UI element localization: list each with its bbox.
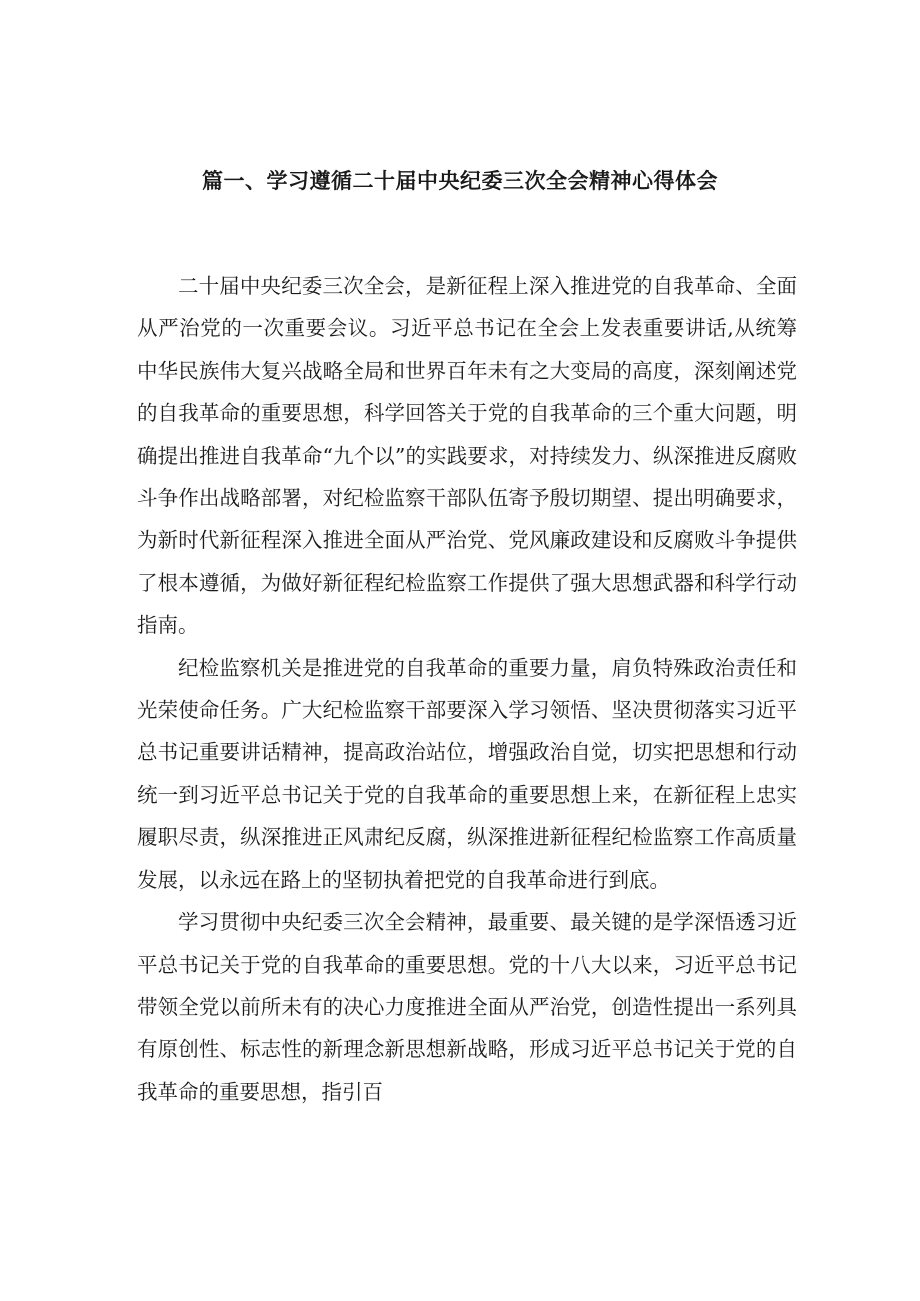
paragraph-3: 学习贯彻中央纪委三次全会精神，最重要、最关键的是学深悟透习近平总书记关于党的自我革命的重要思想。党的十八大以来，习近平总书记带领全党以前所未有的决心力度推进全面从严治党，创造性提出一系列具有原创性、标志性的新理念新思想新战略，形成习近平总书记关于党的自我革命的重要思想，指引百 [137, 910, 797, 1104]
document-body [137, 265, 797, 1113]
paragraph-1: 二十届中央纪委三次全会，是新征程上深入推进党的自我革命、全面从严治党的一次重要会议。习近平总书记在全会上发表重要讲话,从统筹中华民族伟大复兴战略全局和世界百年未有之大变局的高度，深刻阐述党的自我革命的重要思想，科学回答关于党的自我革命的三个重大问题，明确提出推进自我革命“九个以”的实践要求，对持续发力、纵深推进反腐败斗争作出战略部署，对纪检监察干部队伍寄予殷切期望、提出明确要求，为新时代新征程深入推进全面从严治党、党风廉政建设和反腐败斗争提供了根本遵循，为做好新征程纪检监察工作提供了强大思想武器和科学行动指南。 [137, 274, 797, 638]
paragraph-2: 纪检监察机关是推进党的自我革命的重要力量，肩负特殊政治责任和光荣使命任务。广大纪检监察干部要深入学习领悟、坚决贯彻落实习近平总书记重要讲话精神，提高政治站位，增强政治自觉，切实把思想和行动统一到习近平总书记关于党的自我革命的重要思想上来，在新征程上忠实履职尽责，纵深推进正风肃纪反腐，纵深推进新征程纪检监察工作高质量发展，以永远在路上的坚韧执着把党的自我革命进行到底。 [137, 655, 797, 892]
document-title: 篇一、学习遵循二十届中央纪委三次全会精神心得体会 [202, 169, 718, 193]
